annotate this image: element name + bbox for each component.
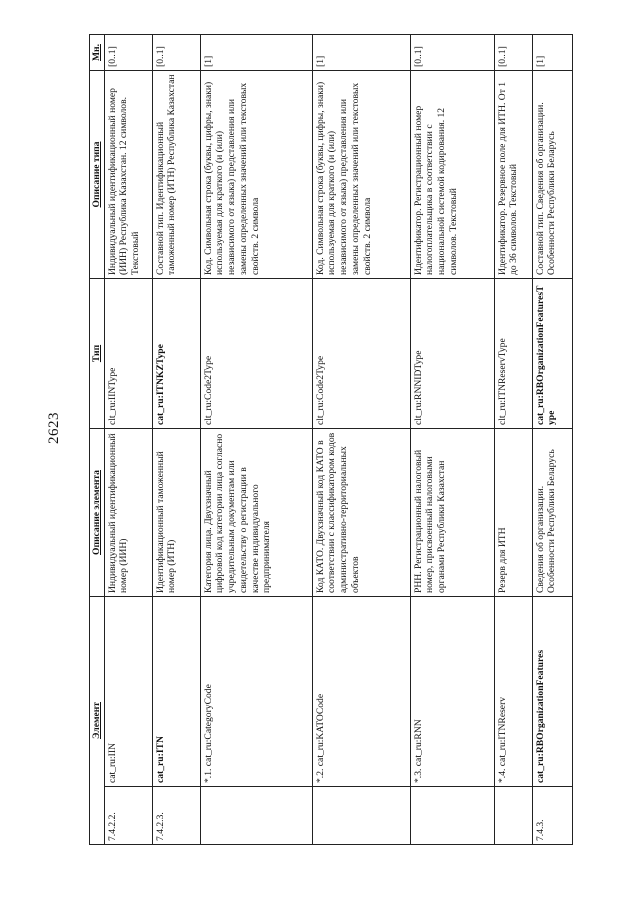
type-cell: clt_ru:Code2Type <box>200 279 312 429</box>
type-cell: cat_ru:ITNKZType <box>152 279 200 429</box>
type-desc-cell: Идентификатор. Регистрационный номер налогоплательщика в соответствии с национальной системой кодирования. 12 символов. Текстовый <box>410 71 494 279</box>
type-desc-cell: Код. Символьная строка (буквы, цифры, знаки) используемая для краткого (и (или) независимого от языка) представления или замены определенных значений или текстовых свойств. 2 символа <box>312 71 410 279</box>
row-number <box>200 787 312 845</box>
row-number <box>312 787 410 845</box>
header-type-desc: Описание типа <box>90 71 105 279</box>
header-element: Элемент <box>90 597 105 845</box>
type-cell: clt_ru:IINType <box>104 279 152 429</box>
table-row <box>494 35 532 845</box>
mult-cell: [0..1] <box>410 35 494 71</box>
row-number: 7.4.3. <box>532 787 572 845</box>
element-cell: cat_ru:IIN <box>104 597 152 787</box>
mult-cell: [1] <box>532 35 572 71</box>
sub-number: *.4. <box>496 768 508 783</box>
page-number: 2623 <box>46 412 62 444</box>
table-row <box>104 35 152 845</box>
element-cell: cat_ru:ITN <box>152 597 200 787</box>
table-header-row <box>90 35 105 845</box>
sub-number: *.1. <box>202 768 214 783</box>
element-name: cat_ru:KATOCode <box>314 693 326 767</box>
element-desc-cell: Резерв для ИТН <box>494 429 532 597</box>
rotated-page-content <box>89 35 559 845</box>
table-row <box>312 35 410 845</box>
type-cell: clt_ru:Code2Type <box>312 279 410 429</box>
mult-cell: [0..1] <box>494 35 532 71</box>
table-row <box>532 35 572 845</box>
sub-number: *.3. <box>412 768 424 783</box>
schema-table <box>89 34 573 845</box>
header-mult: Мн. <box>90 35 105 71</box>
type-cell: clt_ru:RNNIDType <box>410 279 494 429</box>
table-row <box>410 35 494 845</box>
element-desc-cell: Код КАТО. Двухзначный код КАТО в соответствии с классификатором кодов административно-территориальных объектов <box>312 429 410 597</box>
type-desc-cell: Составной тип. Сведения об организации. Особенности Республики Беларусь <box>532 71 572 279</box>
row-number <box>494 787 532 845</box>
header-type: Тип <box>90 279 105 429</box>
type-desc-cell: Составной тип. Идентификационный таможенный номер (ИТН) Республика Казахстан <box>152 71 200 279</box>
header-element-desc: Описание элемента <box>90 429 105 597</box>
mult-cell: [1] <box>200 35 312 71</box>
element-name: cat_ru:RNN <box>412 719 424 767</box>
element-desc-cell: Категория лица. Двухзначный цифровой код категории лица согласно учредительным документам или свидетельству о регистрации в качестве индивидуального предпринимателя <box>200 429 312 597</box>
table-row <box>152 35 200 845</box>
element-desc-cell: Индивидуальный идентификационный номер (ИИН) <box>104 429 152 597</box>
mult-cell: [0..1] <box>152 35 200 71</box>
element-cell <box>494 597 532 787</box>
type-desc-cell: Код. Символьная строка (буквы, цифры, знаки) используемая для краткого (и (или) независимого от языка) представления или замены определенных значений или текстовых свойств. 2 символа <box>200 71 312 279</box>
mult-cell: [0..1] <box>104 35 152 71</box>
type-cell: clt_ru:ITNReservType <box>494 279 532 429</box>
element-cell <box>200 597 312 787</box>
type-desc-cell: Индивидуальный идентификационный номер (ИИН) Республика Казахстан. 12 символов. Текстовый <box>104 71 152 279</box>
table-row <box>200 35 312 845</box>
row-number: 7.4.2.3. <box>152 787 200 845</box>
element-desc-cell: Сведения об организации. Особенности Республики Беларусь <box>532 429 572 597</box>
type-cell: cat_ru:RBOrganizationFeaturesType <box>532 279 572 429</box>
element-name: cat_ru:CategoryCode <box>202 684 214 767</box>
type-desc-cell: Идентификатор. Резервное поле для ИТН. От 1 до 36 символов. Текстовый <box>494 71 532 279</box>
row-number: 7.4.2.2. <box>104 787 152 845</box>
element-name: cat_ru:ITNReserv <box>496 696 508 767</box>
row-number <box>410 787 494 845</box>
element-cell <box>312 597 410 787</box>
mult-cell: [1] <box>312 35 410 71</box>
sub-number: *.2. <box>314 768 326 783</box>
element-desc-cell: РНН. Регистрационный налоговый номер, присвоенный налоговыми органами Республики Казахстан <box>410 429 494 597</box>
element-desc-cell: Идентификационный таможенный номер (ИТН) <box>152 429 200 597</box>
element-cell: cat_ru:RBOrganizationFeatures <box>532 597 572 787</box>
element-cell <box>410 597 494 787</box>
